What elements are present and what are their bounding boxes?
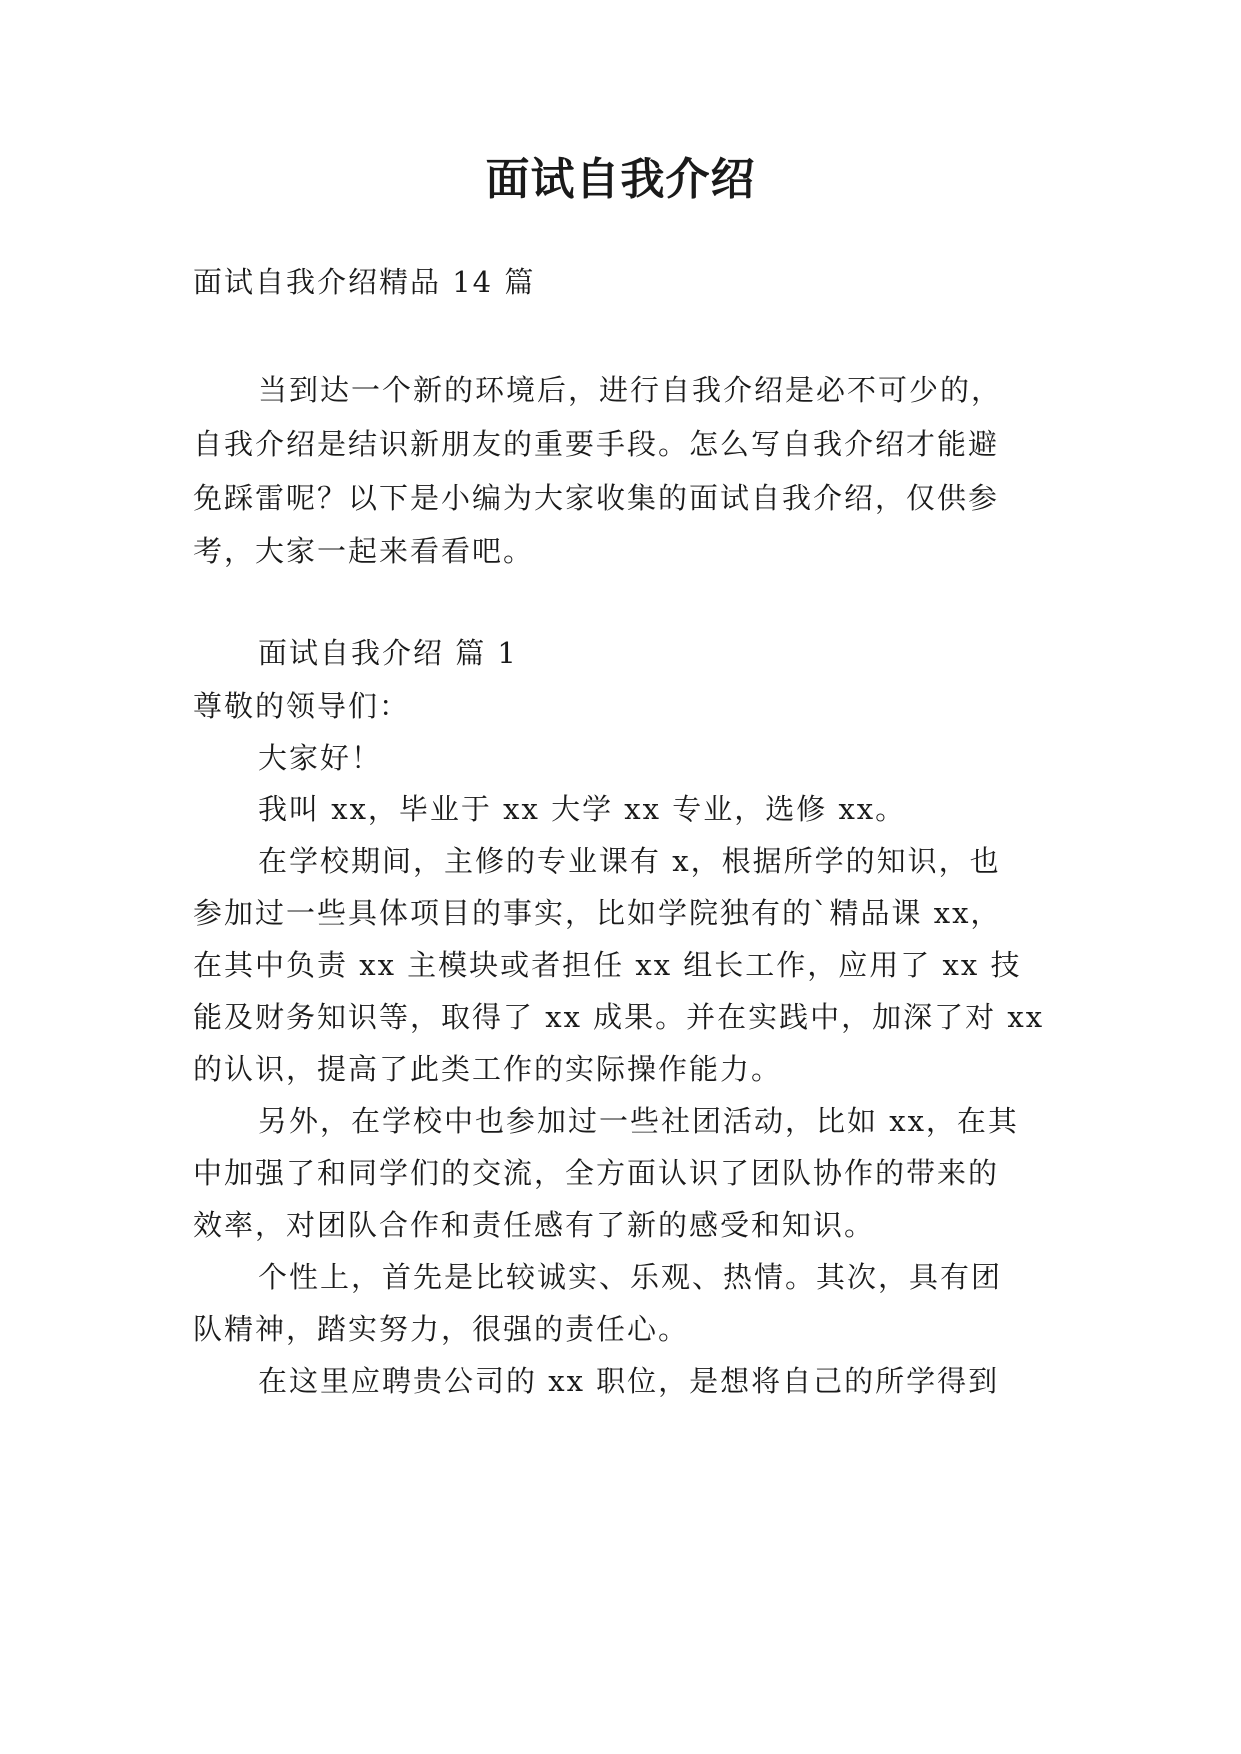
body-line: 效率，对团队合作和责任感有了新的感受和知识。 <box>193 1208 876 1242</box>
body-line: 队精神，踏实努力，很强的责任心。 <box>193 1312 690 1346</box>
greeting: 大家好！ <box>258 741 383 775</box>
intro-line-4: 考，大家一起来看看吧。 <box>193 534 535 568</box>
body-line: 我叫 xx，毕业于 xx 大学 xx 专业，选修 xx。 <box>258 792 907 826</box>
intro-line-3: 免踩雷呢？以下是小编为大家收集的面试自我介绍，仅供参 <box>193 481 1000 515</box>
body-line: 另外，在学校中也参加过一些社团活动，比如 xx，在其 <box>258 1104 1019 1138</box>
body-line: 在学校期间，主修的专业课有 x，根据所学的知识，也 <box>258 844 1001 878</box>
body-line: 中加强了和同学们的交流，全方面认识了团队协作的带来的 <box>193 1156 1000 1190</box>
body-line: 在这里应聘贵公司的 xx 职位，是想将自己的所学得到 <box>258 1364 1000 1398</box>
intro-line-2: 自我介绍是结识新朋友的重要手段。怎么写自我介绍才能避 <box>193 427 1000 461</box>
body-line: 在其中负责 xx 主模块或者担任 xx 组长工作，应用了 xx 技 <box>193 948 1022 982</box>
document-title: 面试自我介绍 <box>485 154 756 205</box>
document-subtitle: 面试自我介绍精品 14 篇 <box>193 265 536 299</box>
body-line: 能及财务知识等，取得了 xx 成果。并在实践中，加深了对 xx <box>193 1000 1045 1034</box>
section-heading: 面试自我介绍 篇 1 <box>258 636 518 670</box>
body-line: 个性上，首先是比较诚实、乐观、热情。其次，具有团 <box>258 1260 1003 1294</box>
salutation: 尊敬的领导们： <box>193 689 411 723</box>
intro-line-1: 当到达一个新的环境后，进行自我介绍是必不可少的， <box>258 373 1003 407</box>
body-line: 参加过一些具体项目的事实，比如学院独有的`精品课 xx， <box>193 896 1002 930</box>
body-line: 的认识，提高了此类工作的实际操作能力。 <box>193 1052 783 1086</box>
